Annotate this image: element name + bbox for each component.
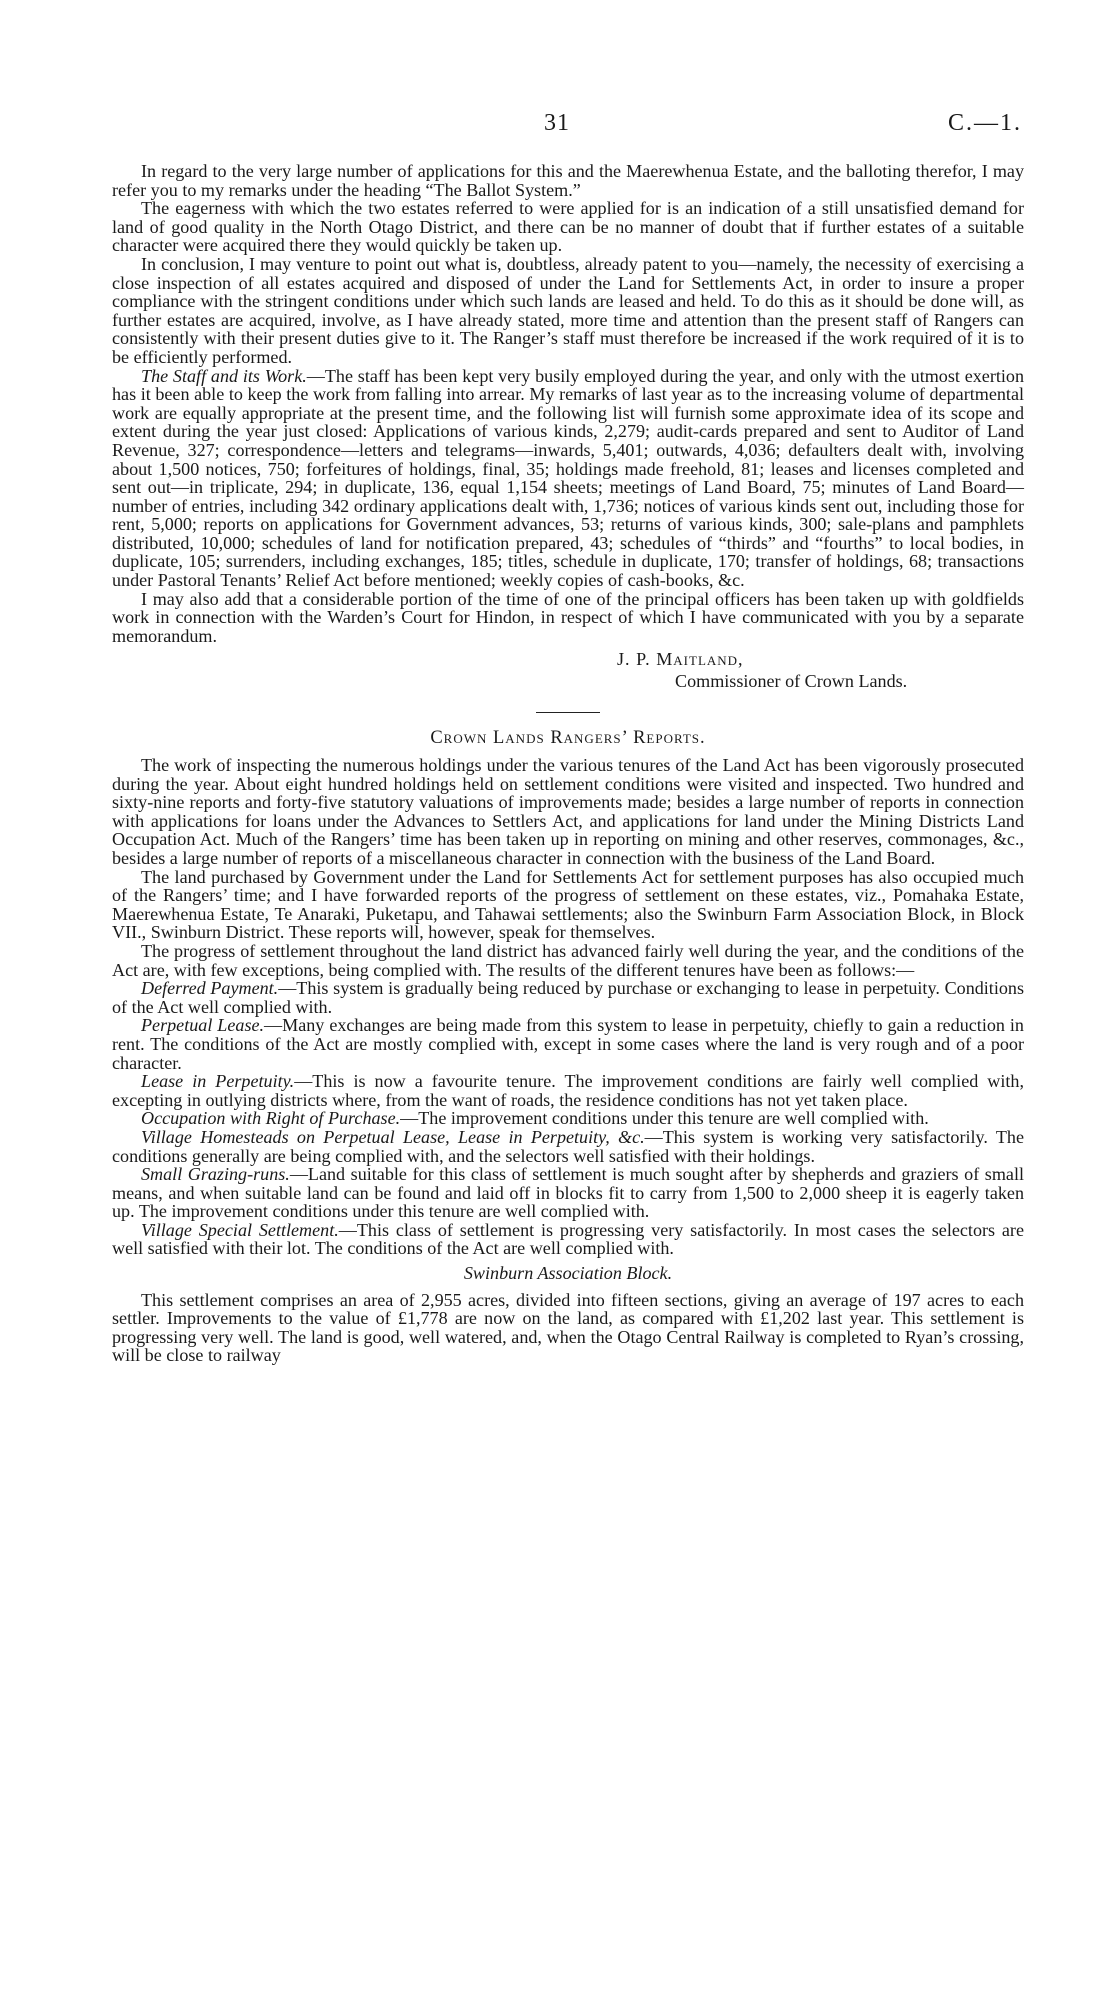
tenure-title: Perpetual Lease. xyxy=(141,1015,265,1036)
paragraph-conclusion: In conclusion, I may venture to point out what is, doubtless, already patent to you—namely, the necessity of exercising a close inspection of all estates acquired and disposed of under the Land for Settlements Act, in order to insure a proper compliance with the stringent conditions under which such lands are leased and held. To do this as it should be done will, as further estates are acquired, involve, as I have already stated, more time and attention than the present staff of Rangers can consistently with their present duties give to it. The Ranger’s staff must therefore be increased if the work required of it is to be efficiently performed. xyxy=(112,253,1024,367)
section-divider xyxy=(536,712,600,713)
paragraph-rangers-progress: The progress of settlement throughout the land district has advanced fairly well during the year, and the conditions of the Act are, with few exceptions, being complied with. The results of the different tenures have been as follows:— xyxy=(112,940,1024,980)
tenure-title: Village Special Settlement. xyxy=(141,1219,339,1240)
paragraph-eagerness: The eagerness with which the two estates referred to were applied for is an indication of a still unsatisfied demand for land of good quality in the North Otago District, and there can be no manner of doubt that if further estates of a suitable character were acquired there they would quickly be taken up. xyxy=(112,198,1024,256)
tenure-village-special-settlement xyxy=(112,1221,1024,1258)
document-reference: C.—1. xyxy=(947,110,1022,136)
tenure-text: —This class of settlement is progressing very satisfactorily. In most cases the selectors are well satisfied with their lot. The conditions of the Act are well complied with. xyxy=(112,1219,1024,1259)
swinburn-block-heading: Swinburn Association Block. xyxy=(463,1263,673,1284)
tenure-text: —Land suitable for this class of settlement is much sought after by shepherds and graziers of small means, and when suitable land can be found and laid off in blocks fit to carry from 1,500 to 2,000 sheep it is eagerly taken up. The improvement conditions under this tenure are well complied with. xyxy=(112,1164,1024,1222)
paragraph-ballot: In regard to the very large number of applications for this and the Maerewhenua Estate, and the balloting therefor, I may refer you to my remarks under the heading “The Ballot System.” xyxy=(112,161,1024,200)
tenure-small-grazing-runs xyxy=(112,1165,1024,1221)
paragraph-rangers-land-purchased: The land purchased by Government under the Land for Settlements Act for settlement purposes has also occupied much of the Rangers’ time; and I have forwarded reports of the progress of settlement on these estates, viz., Pomahaka Estate, Maerewhenua Estate, Te Anaraki, Puketapu, and Tahawai settlements; also the Swinburn Farm Association Block, in Block VII., Swinburn District. These reports will, however, speak for themselves. xyxy=(112,866,1024,943)
tenure-text: —Many exchanges are being made from this system to lease in perpetuity, chiefly to gain a reduction in rent. The conditions of the Act are mostly complied with, except in some cases where the land is very rough and of a poor character. xyxy=(112,1015,1024,1073)
document-body xyxy=(112,162,1024,1365)
page-number: 31 xyxy=(544,110,570,136)
tenure-text: —This system is gradually being reduced by purchase or exchanging to lease in perpetuity. Conditions of the Act well complied with. xyxy=(112,978,1024,1017)
paragraph-goldfields: I may also add that a considerable portion of the time of one of the principal officers has been taken up with goldfields work in connection with the Warden’s Court for Hindon, in respect of which I have communicated with you by a separate memorandum. xyxy=(112,588,1024,646)
tenure-occupation-right-of-purchase xyxy=(112,1109,1024,1128)
tenure-title: Small Grazing-runs. xyxy=(141,1164,290,1185)
signatory-name: J. P. Maitland, xyxy=(617,649,744,670)
staff-work-text: —The staff has been kept very busily employed during the year, and only with the utmost exertion has it been able to keep the work from falling into arrear. My remarks of last year as to the increasing volume of departmental work are equally appropriate at the present time, and the following list will furnish some approximate idea of its scope and extent during the year just closed: Applications of various kinds, 2,279; audit-cards prepared and sent to Auditor of Land Revenue, 327; correspondence—letters and telegrams—inwards, 5,401; outwards, 4,036; defaulters dealt with, involving about 1,500 notices, 750; forfeitures of holdings, final, 35; holdings made freehold, 81; leases and licenses completed and sent out—in triplicate, 294; in duplicate, 136, equal 1,154 sheets; meetings of Land Board, 75; minutes of Land Board—number of entries, including 342 ordinary applications dealt with, 1,736; notices of various kinds sent out, including those for rent, 5,000; reports on applications for Government advances, 53; returns of various kinds, 300; sale-plans and pamphlets distributed, 10,000; schedules of land for notification prepared, 43; schedules of “thirds” and “fourths” to local bodies, in duplicate, 105; surrenders, including exchanges, 185; titles, schedule in duplicate, 170; transfer of holdings, 68; transactions under Pastoral Tenants’ Relief Act before mentioned; weekly copies of cash-books, &c. xyxy=(112,365,1024,591)
signature-block xyxy=(617,648,1024,692)
tenure-lease-in-perpetuity xyxy=(112,1072,1024,1109)
signatory-title: Commissioner of Crown Lands. xyxy=(675,671,908,692)
paragraph-rangers-inspection: The work of inspecting the numerous holdings under the various tenures of the Land Act has been vigorously prosecuted during the year. About eight hundred holdings held on settlement conditions were visited and inspected. Two hundred and sixty-nine reports and forty-five statutory valuations of improvements made; besides a large number of reports in connection with applications for loans under the Advances to Settlers Act, and applications for land under the Mining Districts Land Occupation Act. Much of the Rangers’ time has been taken up in reporting on mining and other reserves, commonages, &c., besides a large number of reports of a miscellaneous character in connection with the business of the Land Board. xyxy=(112,755,1024,868)
tenure-title: Village Homesteads on Perpetual Lease, Lease in Perpetuity, &c. xyxy=(141,1126,645,1147)
tenure-title: Occupation with Right of Purchase. xyxy=(141,1108,401,1129)
staff-work-title: The Staff and its Work. xyxy=(141,365,307,386)
tenure-deferred-payment xyxy=(112,979,1024,1016)
paragraph-staff-work xyxy=(112,367,1024,590)
tenure-title: Lease in Perpetuity. xyxy=(141,1071,295,1092)
tenure-text: —This system is working very satisfactorily. The conditions generally are being complied with, and the selectors well satisfied with their holdings. xyxy=(112,1126,1025,1166)
paragraph-swinburn: This settlement comprises an area of 2,955 acres, divided into fifteen sections, giving an average of 197 acres to each settler. Improvements to the value of £1,778 are now on the land, as compared with £1,202 last year. This settlement is progressing very well. The land is good, well watered, and, when the Otago Central Railway is completed to Ryan’s crossing, will be close to railway xyxy=(112,1289,1024,1366)
tenure-title: Deferred Payment. xyxy=(141,978,279,999)
tenure-text: —This is now a favourite tenure. The improvement conditions are fairly well complied with, excepting in outlying districts where, from the want of roads, the residence conditions has not yet taken place. xyxy=(112,1071,1024,1110)
tenure-village-homesteads xyxy=(112,1128,1024,1165)
tenure-text: —The improvement conditions under this tenure are well complied with. xyxy=(400,1108,929,1129)
rangers-reports-heading: Crown Lands Rangers’ Reports. xyxy=(430,728,706,749)
tenure-perpetual-lease xyxy=(112,1016,1024,1072)
